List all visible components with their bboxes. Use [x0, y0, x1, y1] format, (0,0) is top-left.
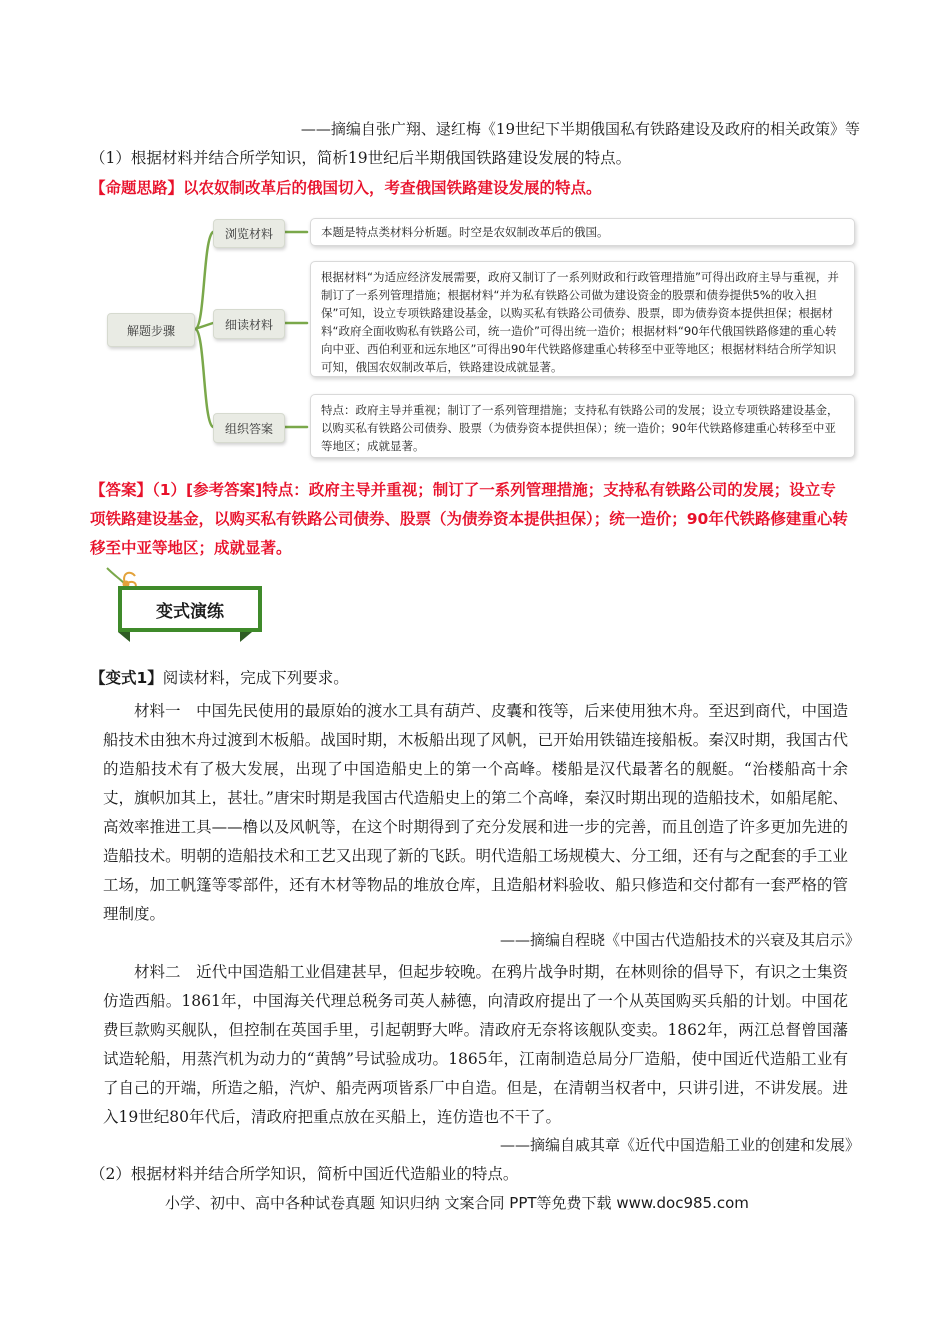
answer-text: （1）[参考答案]特点：政府主导并重视；制订了一系列管理措施；支持私有铁路公司的发展；设立专项铁路建设基金，以购买私有铁路公司债券、股票（为债券资本提供担保）；统一造价；90年代铁路修建重心转移至中亚等地区；成就显著。: [90, 481, 848, 557]
material-one-source: ——摘编自程晓《中国古代造船技术的兴衰及其启示》: [499, 931, 860, 949]
proposition-idea: [90, 176, 602, 198]
step-browse-label: 浏览材料: [213, 219, 285, 248]
solution-mindmap: [95, 208, 865, 463]
step-answer-content: 特点：政府主导并重视；制订了一系列管理措施；支持私有铁路公司的发展；设立专项铁路建设基金，以购买私有铁路公司债券、股票（为债券资本提供担保）；统一造价；90年代铁路修建重心转移至中亚等地区；成就显著。: [310, 394, 855, 458]
idea-text: 以农奴制改革后的俄国切入，考查俄国铁路建设发展的特点。: [183, 179, 602, 197]
page-footer: 小学、初中、高中各种试卷真题 知识归纳 文案合同 PPT等免费下载 www.doc985.com: [165, 1194, 749, 1212]
variant-label: 【变式1】: [90, 669, 163, 687]
idea-label: 【命题思路】: [90, 179, 184, 197]
step-read-label: 细读材料: [213, 309, 285, 339]
banner-frame: [118, 586, 262, 632]
section-banner: [95, 562, 275, 642]
material-one-text: 材料一 中国先民使用的最原始的渡水工具有葫芦、皮囊和筏等，后来使用独木舟。至迟到商代，中国造船技术由独木舟过渡到木板船。战国时期，木板船出现了风帆，已开始用铁锚连接船板。秦汉时期，我国古代的造船技术有了极大发展，出现了中国造船史上的第一个高峰。楼船是汉代最著名的舰艇。“治楼船高十余丈，旗帜加其上，甚壮。”唐宋时期是我国古代造船史上的第二个高峰，秦汉时期出现的造船技术，如船尾舵、高效率推进工具——橹以及风帆等，在这个时期得到了充分发展和进一步的完善，而且创造了许多更加先进的造船技术。明朝的造船技术和工艺又出现了新的飞跃。明代造船工场规模大、分工细，还有与之配套的手工业工场，加工帆篷等零部件，还有木材等物品的堆放仓库，且造船材料验收、船只修造和交付都有一套严格的管理制度。: [103, 702, 848, 923]
variant-intro: [90, 666, 349, 688]
material-two: [103, 958, 848, 1132]
variant-instruction: 阅读材料，完成下列要求。: [162, 669, 349, 687]
material-two-text: 材料二 近代中国造船工业倡建甚早，但起步较晚。在鸦片战争时期，在林则徐的倡导下，有识之士集资仿造西船。1861年，中国海关代理总税务司英人赫德，向清政府提出了一个从英国购买兵船的计划。中国花费巨款购买舰队，但控制在英国手里，引起朝野大哗。清政府无奈将该舰队变卖。1862年，两江总督曾国藩试造轮船，用蒸汽机为动力的“黄鹄”号试验成功。1865年，江南制造总局分厂造船，使中国近代造船工业有了自己的开端，所造之船，汽炉、船壳两项皆系厂中自造。但是，在清朝当权者中，只讲引进，不讲发展。进入19世纪80年代后，清政府把重点放在买船上，连仿造也不干了。: [103, 963, 848, 1126]
step-answer-label: 组织答案: [213, 413, 285, 443]
mindmap-root: 解题步骤: [107, 313, 195, 347]
answer-label: 【答案】: [90, 481, 153, 499]
question-2: （2）根据材料并结合所学知识，简析中国近代造船业的特点。: [90, 1165, 519, 1183]
material-two-source: ——摘编自戚其章《近代中国造船工业的创建和发展》: [499, 1136, 860, 1154]
material-one: [103, 697, 848, 929]
answer-block: [90, 476, 850, 563]
step-browse-content: 本题是特点类材料分析题。时空是农奴制改革后的俄国。: [310, 218, 855, 246]
question-1: （1）根据材料并结合所学知识，简析19世纪后半期俄国铁路建设发展的特点。: [90, 149, 632, 167]
material-source-top: ——摘编自张广翔、逯红梅《19世纪下半期俄国私有铁路建设及政府的相关政策》等: [300, 120, 860, 138]
step-read-content: 根据材料“为适应经济发展需要，政府又制订了一系列财政和行政管理措施”可得出政府主导与重视，并制订了一系列管理措施；根据材料“并为私有铁路公司做为建设资金的股票和债券提供5%的收入担保”可知，设立专项铁路建设基金，以购买私有铁路公司债券、股票，即为债券资本提供担保；根据材料“政府全面收购私有铁路公司，统一造价”可得出统一造价；根据材料“90年代俄国铁路修建的重心转向中亚、西伯利亚和远东地区”可得出90年代铁路修建重心转移至中亚等地区；根据材料结合所学知识可知，俄国农奴制改革后，铁路建设成就显著。: [310, 261, 855, 377]
banner-title: 变式演练: [122, 590, 258, 628]
